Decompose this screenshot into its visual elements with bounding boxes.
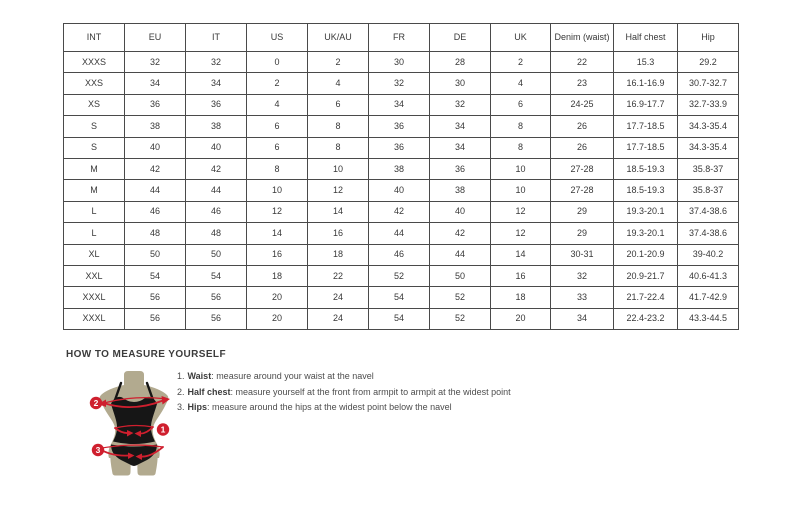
size-label-cell: L — [64, 201, 125, 222]
instruction-label: Hips — [187, 402, 208, 412]
size-value-cell: 12 — [247, 201, 308, 222]
size-value-cell: 28 — [430, 52, 491, 73]
size-value-cell: 46 — [186, 201, 247, 222]
table-row — [64, 137, 739, 158]
size-chart-head — [64, 24, 739, 52]
size-value-cell: 6 — [247, 116, 308, 137]
size-value-cell: 14 — [308, 201, 369, 222]
instruction-text: : measure yourself at the front from armpit to armpit at the widest point — [230, 386, 511, 397]
size-value-cell: 12 — [491, 223, 551, 244]
size-value-cell: 34 — [186, 73, 247, 94]
size-value-cell: 12 — [491, 201, 551, 222]
half-chest-marker-number: 2 — [93, 398, 99, 408]
size-value-cell: 18 — [491, 287, 551, 308]
size-value-cell: 16.9-17.7 — [614, 94, 678, 115]
size-value-cell: 44 — [430, 244, 491, 265]
instruction-number: 1. — [177, 371, 185, 381]
size-value-cell: 17.7-18.5 — [614, 116, 678, 137]
column-header: UK/AU — [308, 24, 369, 52]
size-value-cell: 2 — [308, 52, 369, 73]
size-value-cell: 38 — [430, 180, 491, 201]
hips-marker-number: 3 — [95, 445, 101, 455]
size-value-cell: 50 — [430, 265, 491, 286]
size-value-cell: 32.7-33.9 — [678, 94, 739, 115]
size-value-cell: 42 — [125, 158, 186, 179]
size-value-cell: 42 — [186, 158, 247, 179]
instruction-label: Waist — [187, 371, 212, 381]
size-value-cell: 32 — [369, 73, 430, 94]
size-value-cell: 46 — [125, 201, 186, 222]
size-value-cell: 23 — [551, 73, 614, 94]
size-value-cell: 4 — [308, 73, 369, 94]
instruction-hips — [177, 400, 511, 416]
size-value-cell: 35.8-37 — [678, 180, 739, 201]
size-label-cell: XXXL — [64, 308, 125, 329]
size-value-cell: 46 — [369, 244, 430, 265]
size-value-cell: 20 — [247, 287, 308, 308]
table-row — [64, 52, 739, 73]
size-value-cell: 16.1-16.9 — [614, 73, 678, 94]
size-label-cell: XL — [64, 244, 125, 265]
size-value-cell: 36 — [369, 137, 430, 158]
size-value-cell: 48 — [125, 223, 186, 244]
size-value-cell: 29 — [551, 223, 614, 244]
size-chart-header-row — [64, 24, 739, 52]
column-header: Hip — [678, 24, 739, 52]
size-value-cell: 24 — [308, 287, 369, 308]
table-row — [64, 308, 739, 329]
column-header: EU — [125, 24, 186, 52]
size-value-cell: 42 — [369, 201, 430, 222]
size-value-cell: 20.1-20.9 — [614, 244, 678, 265]
size-value-cell: 30.7-32.7 — [678, 73, 739, 94]
half-chest-marker — [90, 397, 102, 409]
size-value-cell: 22.4-23.2 — [614, 308, 678, 329]
size-value-cell: 40 — [186, 137, 247, 158]
size-value-cell: 8 — [247, 158, 308, 179]
size-value-cell: 18.5-19.3 — [614, 180, 678, 201]
size-value-cell: 24 — [308, 308, 369, 329]
instruction-half-chest — [177, 385, 511, 401]
table-row — [64, 244, 739, 265]
size-label-cell: XXL — [64, 265, 125, 286]
size-value-cell: 35.8-37 — [678, 158, 739, 179]
measure-instructions — [177, 369, 511, 416]
size-chart-table — [63, 23, 739, 330]
size-value-cell: 40 — [125, 137, 186, 158]
size-value-cell: 30 — [369, 52, 430, 73]
column-header: Half chest — [614, 24, 678, 52]
column-header: DE — [430, 24, 491, 52]
size-value-cell: 36 — [430, 158, 491, 179]
size-value-cell: 42 — [430, 223, 491, 244]
measure-section-heading: HOW TO MEASURE YOURSELF — [66, 349, 226, 360]
size-value-cell: 30 — [430, 73, 491, 94]
size-chart-body — [64, 52, 739, 330]
table-row — [64, 180, 739, 201]
size-value-cell: 17.7-18.5 — [614, 137, 678, 158]
size-value-cell: 56 — [125, 308, 186, 329]
size-value-cell: 52 — [369, 265, 430, 286]
size-value-cell: 16 — [247, 244, 308, 265]
size-label-cell: XS — [64, 94, 125, 115]
size-value-cell: 10 — [491, 180, 551, 201]
size-value-cell: 8 — [308, 116, 369, 137]
size-value-cell: 54 — [369, 308, 430, 329]
size-value-cell: 10 — [247, 180, 308, 201]
mannequin-illustration — [84, 371, 188, 483]
size-value-cell: 44 — [125, 180, 186, 201]
size-value-cell: 40.6-41.3 — [678, 265, 739, 286]
size-value-cell: 34 — [551, 308, 614, 329]
size-value-cell: 34 — [369, 94, 430, 115]
size-value-cell: 29 — [551, 201, 614, 222]
size-value-cell: 27-28 — [551, 158, 614, 179]
size-value-cell: 4 — [491, 73, 551, 94]
size-value-cell: 8 — [491, 137, 551, 158]
table-row — [64, 94, 739, 115]
size-value-cell: 30-31 — [551, 244, 614, 265]
size-value-cell: 6 — [247, 137, 308, 158]
size-value-cell: 20 — [247, 308, 308, 329]
size-value-cell: 8 — [491, 116, 551, 137]
size-value-cell: 44 — [186, 180, 247, 201]
size-value-cell: 50 — [186, 244, 247, 265]
size-value-cell: 20.9-21.7 — [614, 265, 678, 286]
size-value-cell: 43.3-44.5 — [678, 308, 739, 329]
size-value-cell: 34 — [430, 116, 491, 137]
instruction-number: 2. — [177, 386, 185, 397]
size-value-cell: 32 — [125, 52, 186, 73]
size-value-cell: 24-25 — [551, 94, 614, 115]
size-value-cell: 34.3-35.4 — [678, 116, 739, 137]
size-value-cell: 32 — [430, 94, 491, 115]
size-value-cell: 10 — [308, 158, 369, 179]
table-row — [64, 158, 739, 179]
size-value-cell: 18 — [308, 244, 369, 265]
size-value-cell: 6 — [491, 94, 551, 115]
size-value-cell: 36 — [125, 94, 186, 115]
size-value-cell: 22 — [551, 52, 614, 73]
table-row — [64, 223, 739, 244]
size-value-cell: 14 — [491, 244, 551, 265]
size-label-cell: L — [64, 223, 125, 244]
size-value-cell: 15.3 — [614, 52, 678, 73]
size-value-cell: 37.4-38.6 — [678, 223, 739, 244]
size-value-cell: 44 — [369, 223, 430, 244]
size-label-cell: S — [64, 137, 125, 158]
size-value-cell: 14 — [247, 223, 308, 244]
table-row — [64, 201, 739, 222]
waist-marker — [157, 423, 169, 435]
size-value-cell: 38 — [125, 116, 186, 137]
size-label-cell: M — [64, 180, 125, 201]
size-value-cell: 54 — [186, 265, 247, 286]
instruction-text: : measure around the hips at the widest point below the navel — [207, 402, 452, 412]
hips-marker — [92, 444, 104, 456]
size-value-cell: 26 — [551, 116, 614, 137]
size-value-cell: 26 — [551, 137, 614, 158]
column-header: UK — [491, 24, 551, 52]
size-value-cell: 40 — [369, 180, 430, 201]
size-value-cell: 54 — [125, 265, 186, 286]
waist-marker-number: 1 — [160, 424, 166, 435]
size-value-cell: 29.2 — [678, 52, 739, 73]
table-row — [64, 287, 739, 308]
size-value-cell: 22 — [308, 265, 369, 286]
size-value-cell: 16 — [308, 223, 369, 244]
size-value-cell: 48 — [186, 223, 247, 244]
instruction-label: Half chest — [187, 386, 231, 397]
size-value-cell: 36 — [369, 116, 430, 137]
size-value-cell: 38 — [369, 158, 430, 179]
instruction-waist — [177, 369, 511, 385]
size-value-cell: 52 — [430, 287, 491, 308]
table-row — [64, 116, 739, 137]
table-row — [64, 73, 739, 94]
size-value-cell: 41.7-42.9 — [678, 287, 739, 308]
size-value-cell: 40 — [430, 201, 491, 222]
size-value-cell: 6 — [308, 94, 369, 115]
column-header: US — [247, 24, 308, 52]
size-value-cell: 56 — [125, 287, 186, 308]
size-value-cell: 56 — [186, 287, 247, 308]
size-value-cell: 18.5-19.3 — [614, 158, 678, 179]
instruction-number: 3. — [177, 402, 185, 412]
size-value-cell: 19.3-20.1 — [614, 201, 678, 222]
size-value-cell: 38 — [186, 116, 247, 137]
size-label-cell: XXXL — [64, 287, 125, 308]
size-value-cell: 4 — [247, 94, 308, 115]
size-value-cell: 56 — [186, 308, 247, 329]
size-value-cell: 10 — [491, 158, 551, 179]
size-label-cell: XXXS — [64, 52, 125, 73]
size-value-cell: 34 — [430, 137, 491, 158]
size-value-cell: 34 — [125, 73, 186, 94]
column-header: Denim (waist) — [551, 24, 614, 52]
size-label-cell: XXS — [64, 73, 125, 94]
size-label-cell: S — [64, 116, 125, 137]
size-value-cell: 16 — [491, 265, 551, 286]
size-value-cell: 37.4-38.6 — [678, 201, 739, 222]
size-value-cell: 32 — [551, 265, 614, 286]
size-value-cell: 0 — [247, 52, 308, 73]
size-value-cell: 20 — [491, 308, 551, 329]
table-row — [64, 265, 739, 286]
measurement-figure — [84, 371, 188, 483]
size-label-cell: M — [64, 158, 125, 179]
size-value-cell: 8 — [308, 137, 369, 158]
size-value-cell: 18 — [247, 265, 308, 286]
column-header: IT — [186, 24, 247, 52]
size-value-cell: 2 — [491, 52, 551, 73]
size-value-cell: 39-40.2 — [678, 244, 739, 265]
size-value-cell: 32 — [186, 52, 247, 73]
column-header: INT — [64, 24, 125, 52]
size-value-cell: 50 — [125, 244, 186, 265]
size-value-cell: 34.3-35.4 — [678, 137, 739, 158]
size-value-cell: 27-28 — [551, 180, 614, 201]
size-value-cell: 33 — [551, 287, 614, 308]
size-value-cell: 19.3-20.1 — [614, 223, 678, 244]
size-value-cell: 2 — [247, 73, 308, 94]
size-value-cell: 52 — [430, 308, 491, 329]
size-value-cell: 21.7-22.4 — [614, 287, 678, 308]
column-header: FR — [369, 24, 430, 52]
instruction-text: : measure around your waist at the navel — [211, 371, 374, 381]
size-value-cell: 36 — [186, 94, 247, 115]
size-value-cell: 12 — [308, 180, 369, 201]
size-value-cell: 54 — [369, 287, 430, 308]
